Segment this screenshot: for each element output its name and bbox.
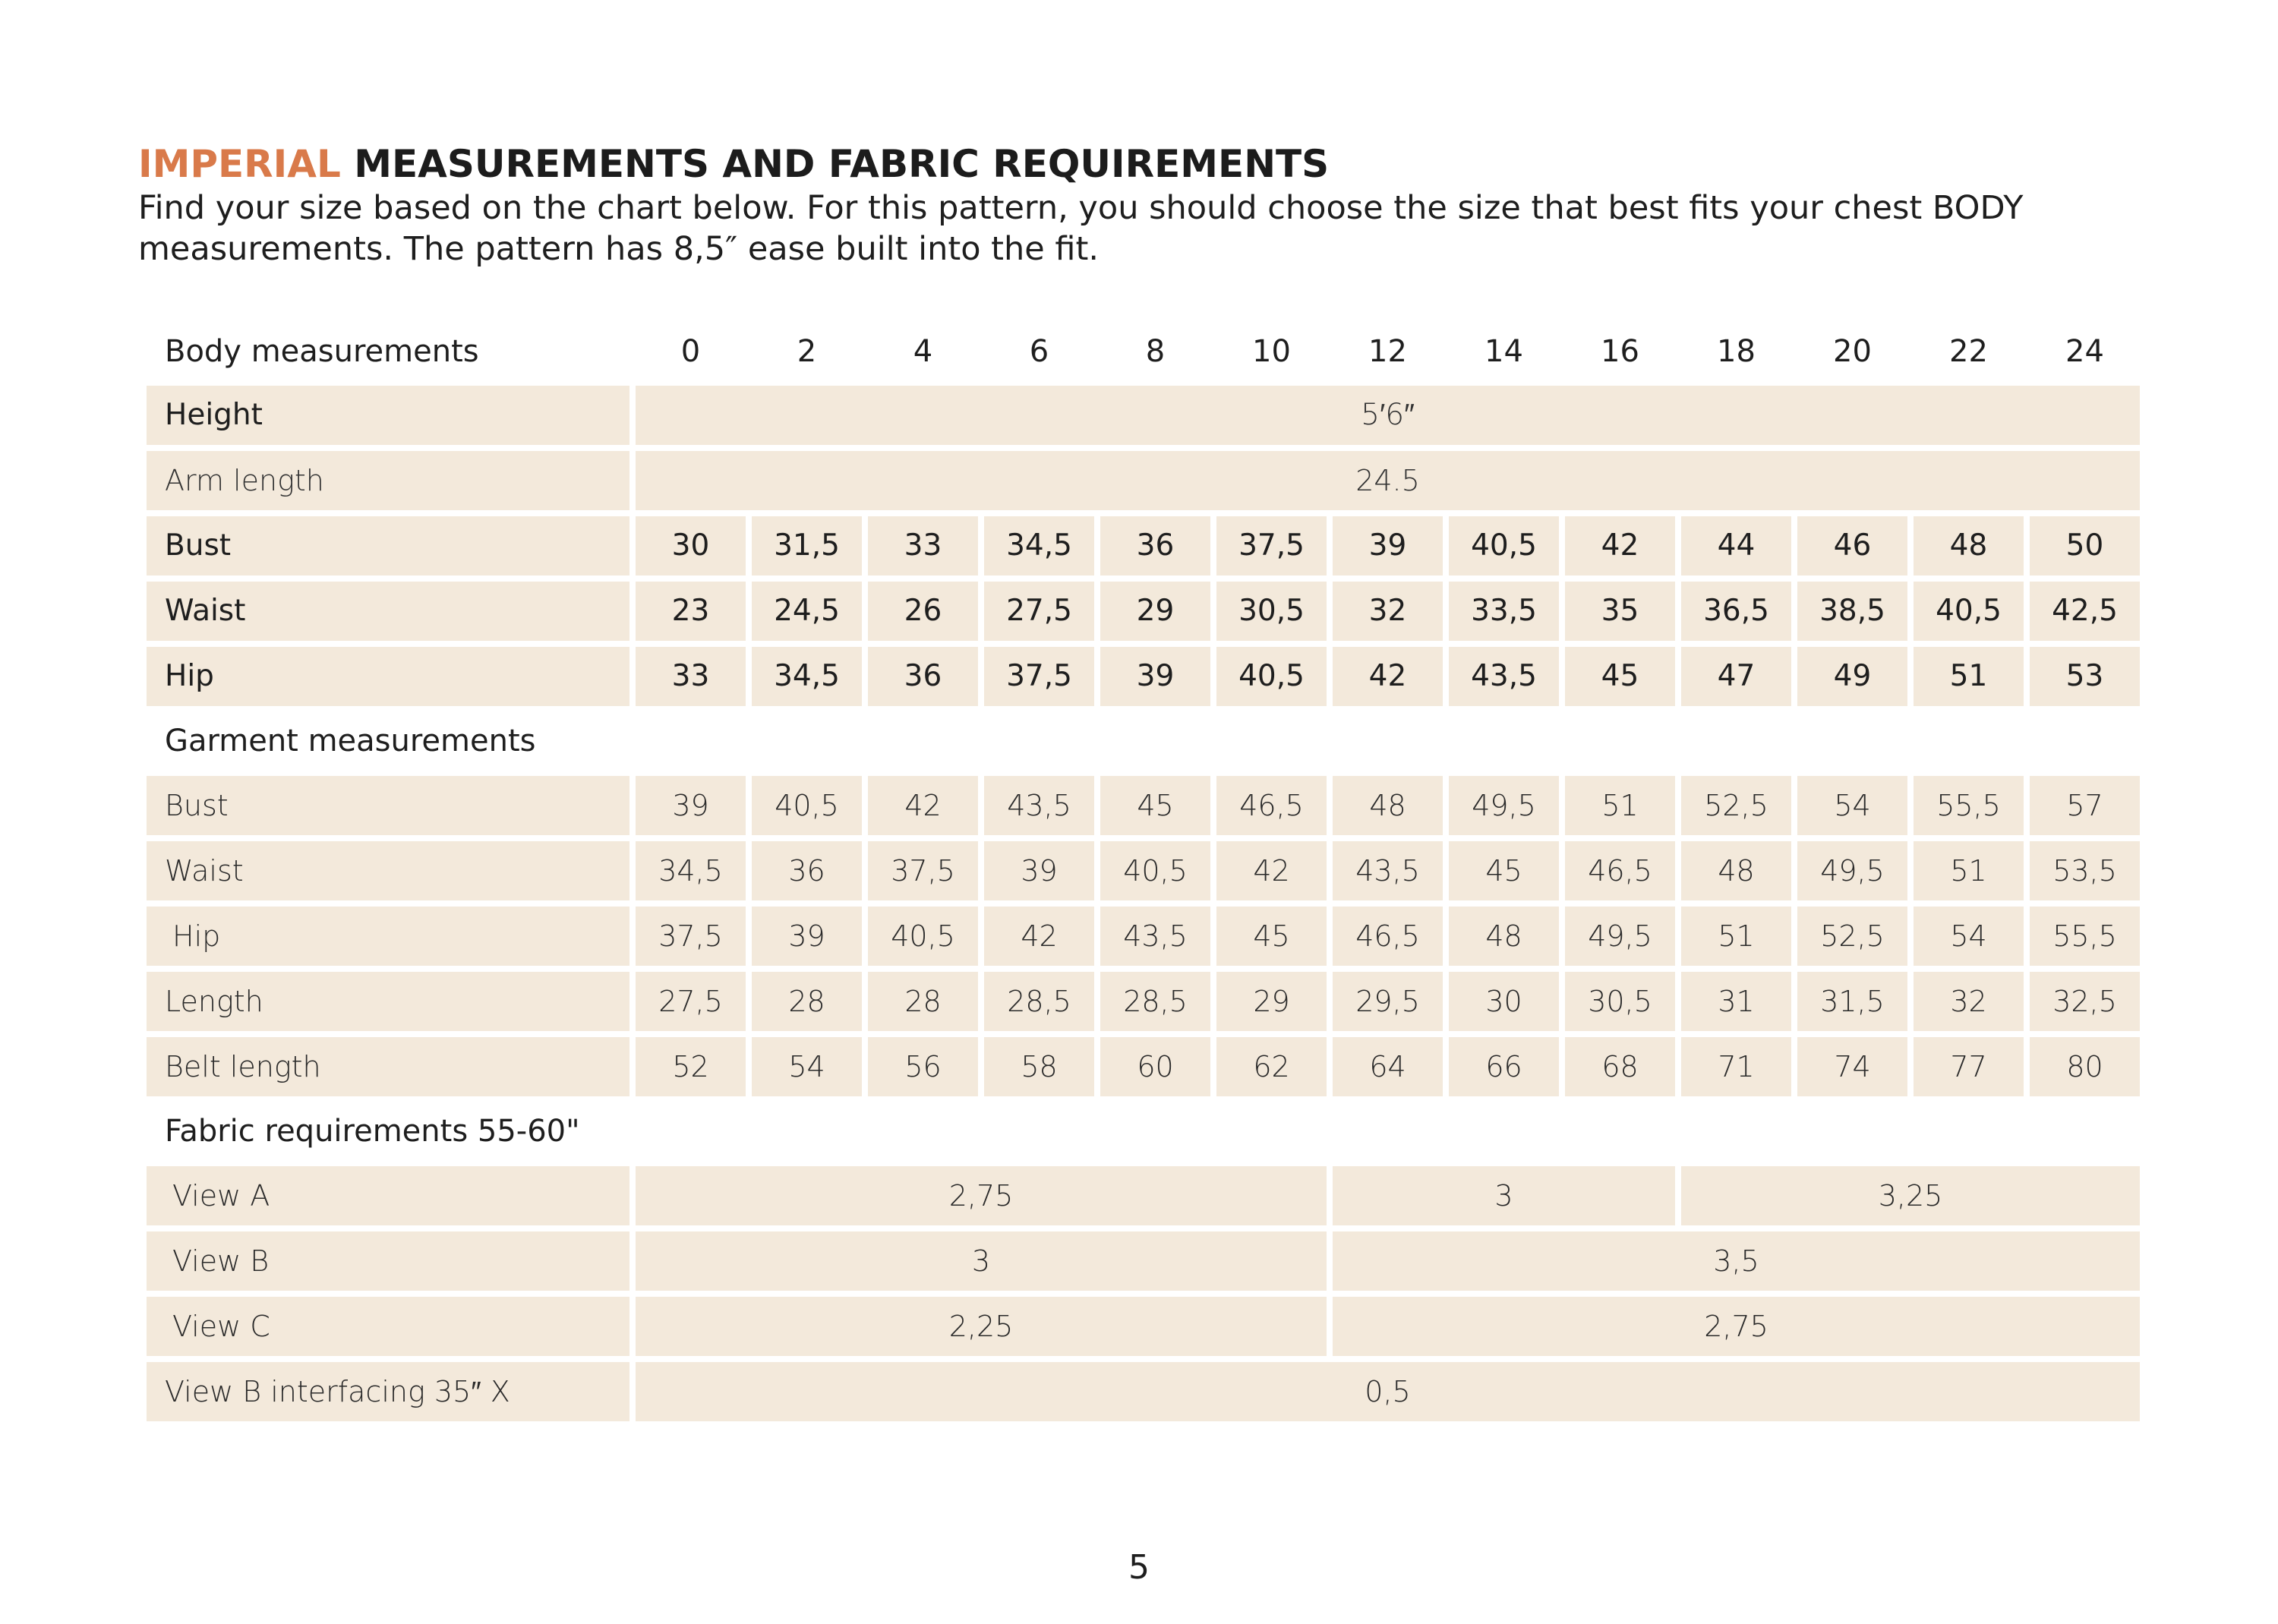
- title-accent: IMPERIAL: [138, 142, 341, 186]
- size-header-row: [147, 323, 2140, 380]
- garment-value-cell: 43,5: [984, 776, 1094, 835]
- garment-value-cell: 46,5: [1333, 907, 1443, 966]
- garment-value-cell: 54: [752, 1037, 862, 1096]
- garment-value-cell: 37,5: [868, 841, 978, 900]
- garment-value-cell: 51: [1565, 776, 1675, 835]
- body-value-cell: 26: [868, 582, 978, 641]
- body-value-cell: 44: [1681, 516, 1791, 575]
- body-row-label: Bust: [147, 516, 629, 575]
- garment-value-cell: 62: [1216, 1037, 1327, 1096]
- garment-value-cell: 51: [1681, 907, 1791, 966]
- garment-value-cell: 56: [868, 1037, 978, 1096]
- garment-value-cell: 39: [636, 776, 746, 835]
- body-value-cell: 33,5: [1449, 582, 1559, 641]
- garment-value-cell: 53,5: [2030, 841, 2140, 900]
- garment-value-cell: 54: [1914, 907, 2024, 966]
- body-value-cell: 27,5: [984, 582, 1094, 641]
- body-value-cell: 46: [1797, 516, 1907, 575]
- garment-value-cell: 48: [1681, 841, 1791, 900]
- view-a-label: View A: [147, 1166, 629, 1225]
- garment-value-cell: 49,5: [1797, 841, 1907, 900]
- garment-value-cell: 32: [1914, 972, 2024, 1031]
- garment-value-cell: 52: [636, 1037, 746, 1096]
- size-chart-body: [147, 323, 2140, 1421]
- body-value-cell: 45: [1565, 647, 1675, 706]
- garment-measurements-header: Garment measurements: [165, 724, 536, 758]
- page-number: 5: [1128, 1548, 1150, 1587]
- garment-row-length: [147, 972, 2140, 1031]
- garment-value-cell: 27,5: [636, 972, 746, 1031]
- garment-value-cell: 66: [1449, 1037, 1559, 1096]
- garment-value-cell: 30,5: [1565, 972, 1675, 1031]
- body-row-bust: [147, 516, 2140, 575]
- garment-value-cell: 42: [868, 776, 978, 835]
- size-header-cell: 20: [1833, 334, 1872, 369]
- interfacing-value: 0,5: [636, 1362, 2140, 1421]
- body-value-cell: 49: [1797, 647, 1907, 706]
- garment-value-cell: 52,5: [1797, 907, 1907, 966]
- view-b-value: 3: [636, 1231, 1327, 1291]
- garment-value-cell: 28,5: [1100, 972, 1210, 1031]
- body-value-cell: 33: [636, 647, 746, 706]
- garment-value-cell: 49,5: [1565, 907, 1675, 966]
- garment-row-hip: [147, 907, 2140, 966]
- view-c-value: 2,75: [1333, 1297, 2140, 1356]
- garment-value-cell: 42: [1216, 841, 1327, 900]
- garment-value-cell: 43,5: [1333, 841, 1443, 900]
- garment-value-cell: 48: [1333, 776, 1443, 835]
- garment-section-row: [147, 712, 2140, 770]
- body-value-cell: 40,5: [1449, 516, 1559, 575]
- garment-value-cell: 28: [752, 972, 862, 1031]
- body-value-cell: 53: [2030, 647, 2140, 706]
- garment-value-cell: 45: [1216, 907, 1327, 966]
- garment-value-cell: 32,5: [2030, 972, 2140, 1031]
- size-header-cell: 14: [1484, 334, 1523, 369]
- garment-row-label: Bust: [147, 776, 629, 835]
- body-value-cell: 39: [1100, 647, 1210, 706]
- garment-value-cell: 71: [1681, 1037, 1791, 1096]
- garment-value-cell: 58: [984, 1037, 1094, 1096]
- garment-value-cell: 68: [1565, 1037, 1675, 1096]
- body-value-cell: 30,5: [1216, 582, 1327, 641]
- garment-row-belt-length: [147, 1037, 2140, 1096]
- arm-length-label: Arm length: [147, 451, 629, 510]
- garment-value-cell: 57: [2030, 776, 2140, 835]
- body-value-cell: 34,5: [752, 647, 862, 706]
- garment-value-cell: 43,5: [1100, 907, 1210, 966]
- body-row-hip: [147, 647, 2140, 706]
- view-c-value: 2,25: [636, 1297, 1327, 1356]
- view-b-label: View B: [147, 1231, 629, 1291]
- body-value-cell: 48: [1914, 516, 2024, 575]
- garment-value-cell: 30: [1449, 972, 1559, 1031]
- body-value-cell: 29: [1100, 582, 1210, 641]
- view-c-row: [147, 1297, 2140, 1356]
- view-a-row: [147, 1166, 2140, 1225]
- body-value-cell: 34,5: [984, 516, 1094, 575]
- body-value-cell: 31,5: [752, 516, 862, 575]
- garment-value-cell: 74: [1797, 1037, 1907, 1096]
- garment-value-cell: 31,5: [1797, 972, 1907, 1031]
- garment-value-cell: 34,5: [636, 841, 746, 900]
- arm-length-row: [147, 451, 2140, 510]
- body-value-cell: 39: [1333, 516, 1443, 575]
- interfacing-label: View B interfacing 35″ X: [147, 1362, 629, 1421]
- garment-value-cell: 52,5: [1681, 776, 1791, 835]
- garment-value-cell: 29,5: [1333, 972, 1443, 1031]
- body-value-cell: 36,5: [1681, 582, 1791, 641]
- height-label: Height: [147, 386, 629, 445]
- body-row-label: Waist: [147, 582, 629, 641]
- garment-value-cell: 55,5: [1914, 776, 2024, 835]
- garment-value-cell: 64: [1333, 1037, 1443, 1096]
- garment-value-cell: 29: [1216, 972, 1327, 1031]
- size-header-cell: 10: [1252, 334, 1291, 369]
- garment-row-label: Belt length: [147, 1037, 629, 1096]
- body-value-cell: 42,5: [2030, 582, 2140, 641]
- body-row-waist: [147, 582, 2140, 641]
- view-a-value: 3: [1333, 1166, 1675, 1225]
- body-value-cell: 37,5: [984, 647, 1094, 706]
- body-value-cell: 36: [1100, 516, 1210, 575]
- garment-value-cell: 51: [1914, 841, 2024, 900]
- garment-value-cell: 80: [2030, 1037, 2140, 1096]
- body-value-cell: 30: [636, 516, 746, 575]
- fabric-requirements-header: Fabric requirements 55-60": [165, 1114, 580, 1149]
- interfacing-row: [147, 1362, 2140, 1421]
- body-row-label: Hip: [147, 647, 629, 706]
- size-header-cell: 12: [1368, 334, 1407, 369]
- size-header-cell: 6: [1029, 334, 1049, 369]
- size-header-cell: 16: [1601, 334, 1639, 369]
- size-header-cell: 4: [913, 334, 933, 369]
- arm-length-value: 24.5: [636, 451, 2140, 510]
- size-header-cell: 2: [797, 334, 817, 369]
- garment-value-cell: 54: [1797, 776, 1907, 835]
- view-a-value: 3,25: [1681, 1166, 2140, 1225]
- garment-value-cell: 42: [984, 907, 1094, 966]
- garment-value-cell: 60: [1100, 1037, 1210, 1096]
- size-header-cell: 18: [1717, 334, 1756, 369]
- view-c-label: View C: [147, 1297, 629, 1356]
- body-value-cell: 33: [868, 516, 978, 575]
- garment-value-cell: 40,5: [868, 907, 978, 966]
- garment-value-cell: 40,5: [752, 776, 862, 835]
- garment-value-cell: 77: [1914, 1037, 2024, 1096]
- body-value-cell: 42: [1333, 647, 1443, 706]
- page-title: [138, 141, 1329, 187]
- fabric-section-row: [147, 1102, 2140, 1160]
- garment-value-cell: 28,5: [984, 972, 1094, 1031]
- garment-value-cell: 46,5: [1216, 776, 1327, 835]
- size-header-cell: 22: [1949, 334, 1988, 369]
- garment-value-cell: 39: [984, 841, 1094, 900]
- body-value-cell: 51: [1914, 647, 2024, 706]
- body-value-cell: 23: [636, 582, 746, 641]
- garment-value-cell: 49,5: [1449, 776, 1559, 835]
- size-header-cell: 0: [680, 334, 701, 369]
- garment-value-cell: 40,5: [1100, 841, 1210, 900]
- garment-row-label: Length: [147, 972, 629, 1031]
- body-value-cell: 42: [1565, 516, 1675, 575]
- title-rest: MEASUREMENTS AND FABRIC REQUIREMENTS: [340, 142, 1330, 186]
- view-b-row: [147, 1231, 2140, 1291]
- size-chart-table: [140, 317, 2146, 1427]
- garment-value-cell: 39: [752, 907, 862, 966]
- garment-value-cell: 45: [1100, 776, 1210, 835]
- garment-row-waist: [147, 841, 2140, 900]
- garment-value-cell: 45: [1449, 841, 1559, 900]
- garment-row-bust: [147, 776, 2140, 835]
- view-b-value: 3,5: [1333, 1231, 2140, 1291]
- garment-value-cell: 28: [868, 972, 978, 1031]
- body-value-cell: 37,5: [1216, 516, 1327, 575]
- garment-value-cell: 55,5: [2030, 907, 2140, 966]
- body-value-cell: 32: [1333, 582, 1443, 641]
- size-header-cell: 24: [2065, 334, 2104, 369]
- body-value-cell: 36: [868, 647, 978, 706]
- garment-row-label: Hip: [147, 907, 629, 966]
- body-measurements-header: Body measurements: [165, 334, 479, 369]
- body-value-cell: 24,5: [752, 582, 862, 641]
- garment-value-cell: 37,5: [636, 907, 746, 966]
- body-value-cell: 50: [2030, 516, 2140, 575]
- height-row: [147, 386, 2140, 445]
- body-value-cell: 47: [1681, 647, 1791, 706]
- body-value-cell: 43,5: [1449, 647, 1559, 706]
- size-header-cell: 8: [1145, 334, 1166, 369]
- intro-paragraph: Find your size based on the chart below. For this pattern, you should choose the size that best fits your chest BODY measurements. The pattern has 8,5″ ease built into the fit.: [138, 189, 2024, 268]
- garment-row-label: Waist: [147, 841, 629, 900]
- garment-value-cell: 36: [752, 841, 862, 900]
- body-value-cell: 38,5: [1797, 582, 1907, 641]
- height-value: 5′6″: [636, 386, 2140, 445]
- garment-value-cell: 31: [1681, 972, 1791, 1031]
- garment-value-cell: 46,5: [1565, 841, 1675, 900]
- view-a-value: 2,75: [636, 1166, 1327, 1225]
- body-value-cell: 40,5: [1914, 582, 2024, 641]
- garment-value-cell: 48: [1449, 907, 1559, 966]
- body-value-cell: 35: [1565, 582, 1675, 641]
- body-value-cell: 40,5: [1216, 647, 1327, 706]
